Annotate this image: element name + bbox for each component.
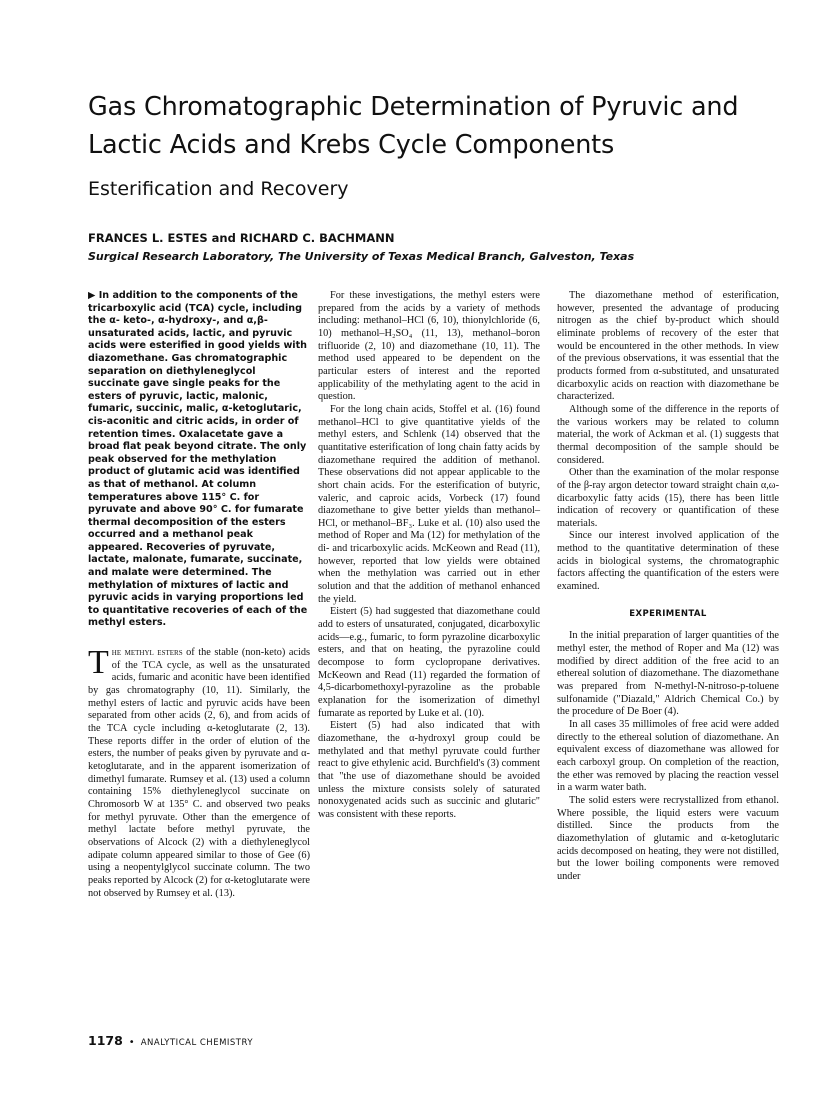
experimental-paragraph: In the initial preparation of larger quantities of the methyl ester, the method of Roper and Ma (12) was modified by direct addition of the free acid to an ethereal solution of diazomethane. The diazomethane was prepared from N-methyl-N-nitroso-p-toluene sulfonamide ("Diazald," Aldrich Chemical Co.) by the procedure of De Boer (4). — [557, 630, 779, 718]
affiliation: Surgical Research Laboratory, The University of Texas Medical Branch, Galveston, Texas — [88, 250, 635, 263]
intro-body: of the stable (non-keto) acids of the TCA cycle, as well as the unsaturated acids, fumaric and aconitic have been identified by gas chromatography (10, 11). Similarly, the methyl esters of lactic and pyruvic acids have been separated from other acids (2, 6), and from acids of the TCA cycle including α-ketoglutarate (2, 13). These reports differ in the order of elution of the esters, the number of peaks given by pyruvate and α-ketoglutarate, and in the apparent isomerization of dimethyl fumarate. Rumsey et al. (13) used a column containing 15% diethyleneglycol succinate on Chromosorb W at 135° C. and observed two peaks for methyl pyruvate. Other than the emergence of methyl lactate before methyl pyruvate, the observations of Alcock (2) with a diethyleneglycol adipate column appeared similar to those of Gee (6) using a neopentylglycol succinate column. The two peaks reported by Alcock (2) for α-ketoglutarate were not observed by Rumsey et al. (13). — [88, 647, 310, 899]
drop-cap: T — [88, 644, 109, 682]
journal-name: ANALYTICAL CHEMISTRY — [140, 1038, 254, 1048]
body-paragraph: Since our interest involved application of the method to the quantitative determination of these acids in biological systems, the chromatographic factors affecting the quantification of the esters were examined. — [557, 530, 779, 593]
body-paragraph: For these investigations, the methyl esters were prepared from the acids by a variety of methods including: methanol–HCl (6, 10), thionylchloride (6, 10) methanol–H₂SO₄ (11, 13), methanol–boron trifluoride (2, 10) and diazomethane (10, 11). The method used appeared to be dependent on the particular esters of interest and the reported applicability of the methylating agent to the acid in question. — [318, 290, 540, 403]
column-3 — [557, 290, 779, 884]
intro-paragraph — [88, 644, 310, 900]
intro-lead: he methyl esters — [111, 647, 183, 659]
experimental-paragraph: The solid esters were recrystallized from ethanol. Where possible, the liquid esters were vacuum distilled. Since the products from the diazomethylation of glutamic and α-ketoglutaric acids decomposed on heating, they were not distilled, but the lower boiling components were removed under — [557, 794, 779, 882]
body-paragraph: Although some of the difference in the reports of the various workers may be related to column material, the work of Ackman et al. (1) suggests that thermal decomposition of the sample should be considered. — [557, 403, 779, 466]
body-paragraph: The diazomethane method of esterification, however, presented the advantage of producing nitrogen as the chief by-product which should eliminate problems of recovery of the ester that would be encountered in the other methods. In view of the previous observations, it was essential that the products formed from α-substituted, and unsaturated dicarboxylic acids on reaction with diazomethane be characterized. — [557, 290, 779, 403]
article-title: Gas Chromatographic Determination of Pyruvic and Lactic Acids and Krebs Cycle Components — [88, 92, 739, 160]
authors: FRANCES L. ESTES and RICHARD C. BACHMANN — [88, 231, 395, 245]
page-footer — [88, 1033, 253, 1048]
page-number: 1178 — [88, 1033, 123, 1048]
abstract: ▶ In addition to the components of the tricarboxylic acid (TCA) cycle, including the α- keto-, α-hydroxy-, and α,β-unsaturated acids, lactic, and pyruvic acids were esterified in good yields with diazomethane. Gas chromatographic separation on diethyleneglycol succinate gave single peaks for the esters of pyruvic, lactic, malonic, fumaric, succinic, malic, α-ketoglutaric, cis-aconitic and citric acids, in order of retention times. Oxalacetate gave a broad flat peak beyond citrate. The only peak observed for the methylation product of glutamic acid was identified as that of methanol. At column temperatures above 115° C. for pyruvate and above 90° C. for fumarate thermal decomposition of the esters occurred and a methanol peak appeared. Recoveries of pyruvate, lactate, malonate, fumarate, succinate, and malate were determined. The methylation of mixtures of lactic and pyruvic acids in varying proportions led to quantitative recoveries of each of the methyl esters. — [88, 290, 308, 629]
body-paragraph: Eistert (5) had also indicated that with diazomethane, the α-hydroxyl group could be methylated and that methyl pyruvate could further react to give ethylenic acid. Burchfield's (3) comment that "the use of diazomethane should be avoided unless the mixture consists solely of saturated nonoxygenated acids such as succinic and glutaric" was consistent with these reports. — [318, 720, 540, 820]
experimental-paragraph: In all cases 35 millimoles of free acid were added directly to the ethereal solution of diazomethane. An equivalent excess of diazomethane was allowed for each carboxyl group. On completion of the reaction, the ether was removed by placing the reaction vessel in a warm water bath. — [557, 719, 779, 794]
body-paragraph: Eistert (5) had suggested that diazomethane could add to esters of unsaturated, conjugated, dicarboxylic acids—e.g., fumaric, to form pyrazoline dicarboxylic esters, and that on heating, the pyrazoline could decompose to form cyclopropane derivatives. McKeown and Read (11) regarded the formation of 4,5-dicarbomethoxyl-pyrazoline as the probable explanation for the isomerization of dimethyl fumarate as reported by Luke et al. (10). — [318, 606, 540, 719]
column-1 — [88, 290, 310, 900]
body-paragraph: Other than the examination of the molar response of the β-ray argon detector toward straight chain α,ω-dicarboxylic fatty acids (15), there has been little indication of recovery or quantification of these materials. — [557, 467, 779, 529]
body-paragraph: For the long chain acids, Stoffel et al. (16) found methanol–HCl to give quantitative yields of the methyl esters, and Schlenk (14) observed that the quantitative esterification of long chain fatty acids by diazomethane required the addition of methanol. These observations did not appear applicable to the short chain acids. For the esterification of butyric, valeric, and caproic acids, Vorbeck (17) found diazomethane to give better yields than methanol–HCl, or methanol–BF₃. Luke et al. (10) also used the method of Roper and Ma (12) for methylation of the di- and tricarboxylic acids. McKeown and Read (11), however, reported that low yields were obtained when the methylation was carried out in ether solution and that the addition of methanol enhanced the yield. — [318, 403, 540, 605]
footer-separator: • — [128, 1037, 135, 1048]
article-subtitle: Esterification and Recovery — [88, 178, 349, 200]
column-2 — [318, 290, 540, 822]
section-heading-experimental: EXPERIMENTAL — [629, 608, 707, 619]
